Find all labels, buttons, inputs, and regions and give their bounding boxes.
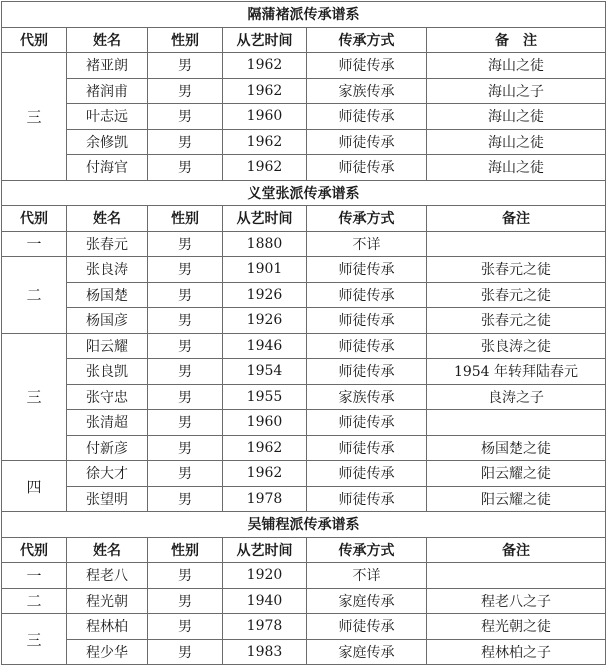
lineage-table bbox=[1, 1, 606, 665]
method-cell: 家庭传承 bbox=[307, 639, 427, 665]
year-cell: 1978 bbox=[223, 614, 307, 640]
name-cell: 张清超 bbox=[67, 410, 148, 436]
year-cell: 1962 bbox=[223, 155, 307, 181]
table-row bbox=[2, 104, 606, 130]
method-cell: 师徒传承 bbox=[307, 129, 427, 155]
table-row bbox=[2, 384, 606, 410]
name-cell: 杨国楚 bbox=[67, 282, 148, 308]
table-row bbox=[2, 588, 606, 614]
note-cell: 海山之徒 bbox=[427, 104, 606, 130]
year-cell: 1926 bbox=[223, 308, 307, 334]
table-row bbox=[2, 614, 606, 640]
note-cell bbox=[427, 231, 606, 257]
column-header: 从艺时间 bbox=[223, 206, 307, 232]
name-cell: 程少华 bbox=[67, 639, 148, 665]
table-row bbox=[2, 257, 606, 283]
column-header: 姓名 bbox=[67, 206, 148, 232]
gender-cell: 男 bbox=[148, 333, 223, 359]
note-cell: 张春元之徒 bbox=[427, 257, 606, 283]
method-cell: 家庭传承 bbox=[307, 588, 427, 614]
gender-cell: 男 bbox=[148, 486, 223, 512]
section-title: 隔蒲褚派传承谱系 bbox=[2, 2, 606, 28]
column-header: 备注 bbox=[427, 206, 606, 232]
year-cell: 1926 bbox=[223, 282, 307, 308]
column-header: 从艺时间 bbox=[223, 537, 307, 563]
gender-cell: 男 bbox=[148, 563, 223, 589]
method-cell: 师徒传承 bbox=[307, 486, 427, 512]
method-cell: 师徒传承 bbox=[307, 155, 427, 181]
generation-cell: 四 bbox=[2, 461, 67, 512]
column-header: 性别 bbox=[148, 537, 223, 563]
column-header: 传承方式 bbox=[307, 206, 427, 232]
note-cell: 海山之子 bbox=[427, 78, 606, 104]
table-row bbox=[2, 155, 606, 181]
year-cell: 1940 bbox=[223, 588, 307, 614]
gender-cell: 男 bbox=[148, 129, 223, 155]
name-cell: 杨国彦 bbox=[67, 308, 148, 334]
column-header: 姓名 bbox=[67, 537, 148, 563]
header-row bbox=[2, 27, 606, 53]
generation-cell: 一 bbox=[2, 231, 67, 257]
name-cell: 叶志远 bbox=[67, 104, 148, 130]
gender-cell: 男 bbox=[148, 461, 223, 487]
year-cell: 1946 bbox=[223, 333, 307, 359]
generation-cell: 三 bbox=[2, 333, 67, 461]
name-cell: 程老八 bbox=[67, 563, 148, 589]
header-row bbox=[2, 206, 606, 232]
method-cell: 师徒传承 bbox=[307, 461, 427, 487]
note-cell: 程光朝之徒 bbox=[427, 614, 606, 640]
method-cell: 师徒传承 bbox=[307, 53, 427, 79]
gender-cell: 男 bbox=[148, 359, 223, 385]
table-row bbox=[2, 639, 606, 665]
column-header: 备注 bbox=[427, 537, 606, 563]
note-cell: 阳云耀之徒 bbox=[427, 461, 606, 487]
year-cell: 1920 bbox=[223, 563, 307, 589]
gender-cell: 男 bbox=[148, 257, 223, 283]
method-cell: 家族传承 bbox=[307, 78, 427, 104]
name-cell: 阳云耀 bbox=[67, 333, 148, 359]
method-cell: 不详 bbox=[307, 563, 427, 589]
method-cell: 师徒传承 bbox=[307, 104, 427, 130]
generation-cell: 一 bbox=[2, 563, 67, 589]
table-row bbox=[2, 282, 606, 308]
column-header: 姓名 bbox=[67, 27, 148, 53]
year-cell: 1901 bbox=[223, 257, 307, 283]
note-cell: 1954 年转拜陆春元 bbox=[427, 359, 606, 385]
table-row bbox=[2, 486, 606, 512]
note-cell: 海山之徒 bbox=[427, 155, 606, 181]
year-cell: 1983 bbox=[223, 639, 307, 665]
note-cell: 张良涛之徒 bbox=[427, 333, 606, 359]
note-cell: 张春元之徒 bbox=[427, 282, 606, 308]
generation-cell: 二 bbox=[2, 588, 67, 614]
section-title-row bbox=[2, 512, 606, 538]
column-header: 性别 bbox=[148, 206, 223, 232]
note-cell bbox=[427, 410, 606, 436]
year-cell: 1962 bbox=[223, 435, 307, 461]
name-cell: 张良凯 bbox=[67, 359, 148, 385]
gender-cell: 男 bbox=[148, 308, 223, 334]
year-cell: 1960 bbox=[223, 104, 307, 130]
table-row bbox=[2, 435, 606, 461]
name-cell: 付海官 bbox=[67, 155, 148, 181]
table-row bbox=[2, 308, 606, 334]
section-title-row bbox=[2, 2, 606, 28]
gender-cell: 男 bbox=[148, 78, 223, 104]
generation-cell: 三 bbox=[2, 614, 67, 665]
note-cell: 海山之徒 bbox=[427, 129, 606, 155]
column-header: 性别 bbox=[148, 27, 223, 53]
year-cell: 1978 bbox=[223, 486, 307, 512]
method-cell: 不详 bbox=[307, 231, 427, 257]
note-cell: 程林柏之子 bbox=[427, 639, 606, 665]
generation-cell: 二 bbox=[2, 257, 67, 334]
generation-cell: 三 bbox=[2, 53, 67, 181]
gender-cell: 男 bbox=[148, 53, 223, 79]
method-cell: 师徒传承 bbox=[307, 282, 427, 308]
section-title-row bbox=[2, 180, 606, 206]
year-cell: 1962 bbox=[223, 78, 307, 104]
method-cell: 师徒传承 bbox=[307, 359, 427, 385]
year-cell: 1954 bbox=[223, 359, 307, 385]
header-row bbox=[2, 537, 606, 563]
method-cell: 师徒传承 bbox=[307, 435, 427, 461]
table-row bbox=[2, 461, 606, 487]
section-title: 义堂张派传承谱系 bbox=[2, 180, 606, 206]
column-header: 备 注 bbox=[427, 27, 606, 53]
method-cell: 家族传承 bbox=[307, 384, 427, 410]
column-header: 代别 bbox=[2, 537, 67, 563]
gender-cell: 男 bbox=[148, 104, 223, 130]
table-row bbox=[2, 53, 606, 79]
name-cell: 张望明 bbox=[67, 486, 148, 512]
year-cell: 1962 bbox=[223, 53, 307, 79]
name-cell: 程光朝 bbox=[67, 588, 148, 614]
year-cell: 1955 bbox=[223, 384, 307, 410]
method-cell: 师徒传承 bbox=[307, 614, 427, 640]
table-row bbox=[2, 359, 606, 385]
note-cell: 张春元之徒 bbox=[427, 308, 606, 334]
method-cell: 师徒传承 bbox=[307, 257, 427, 283]
name-cell: 程林柏 bbox=[67, 614, 148, 640]
table-row bbox=[2, 78, 606, 104]
column-header: 传承方式 bbox=[307, 27, 427, 53]
name-cell: 张守忠 bbox=[67, 384, 148, 410]
gender-cell: 男 bbox=[148, 155, 223, 181]
note-cell: 良涛之子 bbox=[427, 384, 606, 410]
gender-cell: 男 bbox=[148, 639, 223, 665]
note-cell bbox=[427, 563, 606, 589]
section-title: 吴铺程派传承谱系 bbox=[2, 512, 606, 538]
method-cell: 师徒传承 bbox=[307, 308, 427, 334]
method-cell: 师徒传承 bbox=[307, 410, 427, 436]
table-row bbox=[2, 410, 606, 436]
name-cell: 付新彦 bbox=[67, 435, 148, 461]
table-row bbox=[2, 231, 606, 257]
name-cell: 张良涛 bbox=[67, 257, 148, 283]
column-header: 传承方式 bbox=[307, 537, 427, 563]
table-row bbox=[2, 563, 606, 589]
year-cell: 1962 bbox=[223, 129, 307, 155]
name-cell: 余修凯 bbox=[67, 129, 148, 155]
note-cell: 海山之徒 bbox=[427, 53, 606, 79]
name-cell: 褚亚朗 bbox=[67, 53, 148, 79]
gender-cell: 男 bbox=[148, 282, 223, 308]
gender-cell: 男 bbox=[148, 614, 223, 640]
year-cell: 1880 bbox=[223, 231, 307, 257]
note-cell: 杨国楚之徒 bbox=[427, 435, 606, 461]
gender-cell: 男 bbox=[148, 384, 223, 410]
gender-cell: 男 bbox=[148, 231, 223, 257]
name-cell: 徐大才 bbox=[67, 461, 148, 487]
gender-cell: 男 bbox=[148, 410, 223, 436]
table-row bbox=[2, 333, 606, 359]
table-row bbox=[2, 129, 606, 155]
column-header: 从艺时间 bbox=[223, 27, 307, 53]
year-cell: 1962 bbox=[223, 461, 307, 487]
year-cell: 1960 bbox=[223, 410, 307, 436]
name-cell: 褚润甫 bbox=[67, 78, 148, 104]
gender-cell: 男 bbox=[148, 588, 223, 614]
gender-cell: 男 bbox=[148, 435, 223, 461]
note-cell: 阳云耀之徒 bbox=[427, 486, 606, 512]
column-header: 代别 bbox=[2, 206, 67, 232]
column-header: 代别 bbox=[2, 27, 67, 53]
name-cell: 张春元 bbox=[67, 231, 148, 257]
method-cell: 师徒传承 bbox=[307, 333, 427, 359]
note-cell: 程老八之子 bbox=[427, 588, 606, 614]
